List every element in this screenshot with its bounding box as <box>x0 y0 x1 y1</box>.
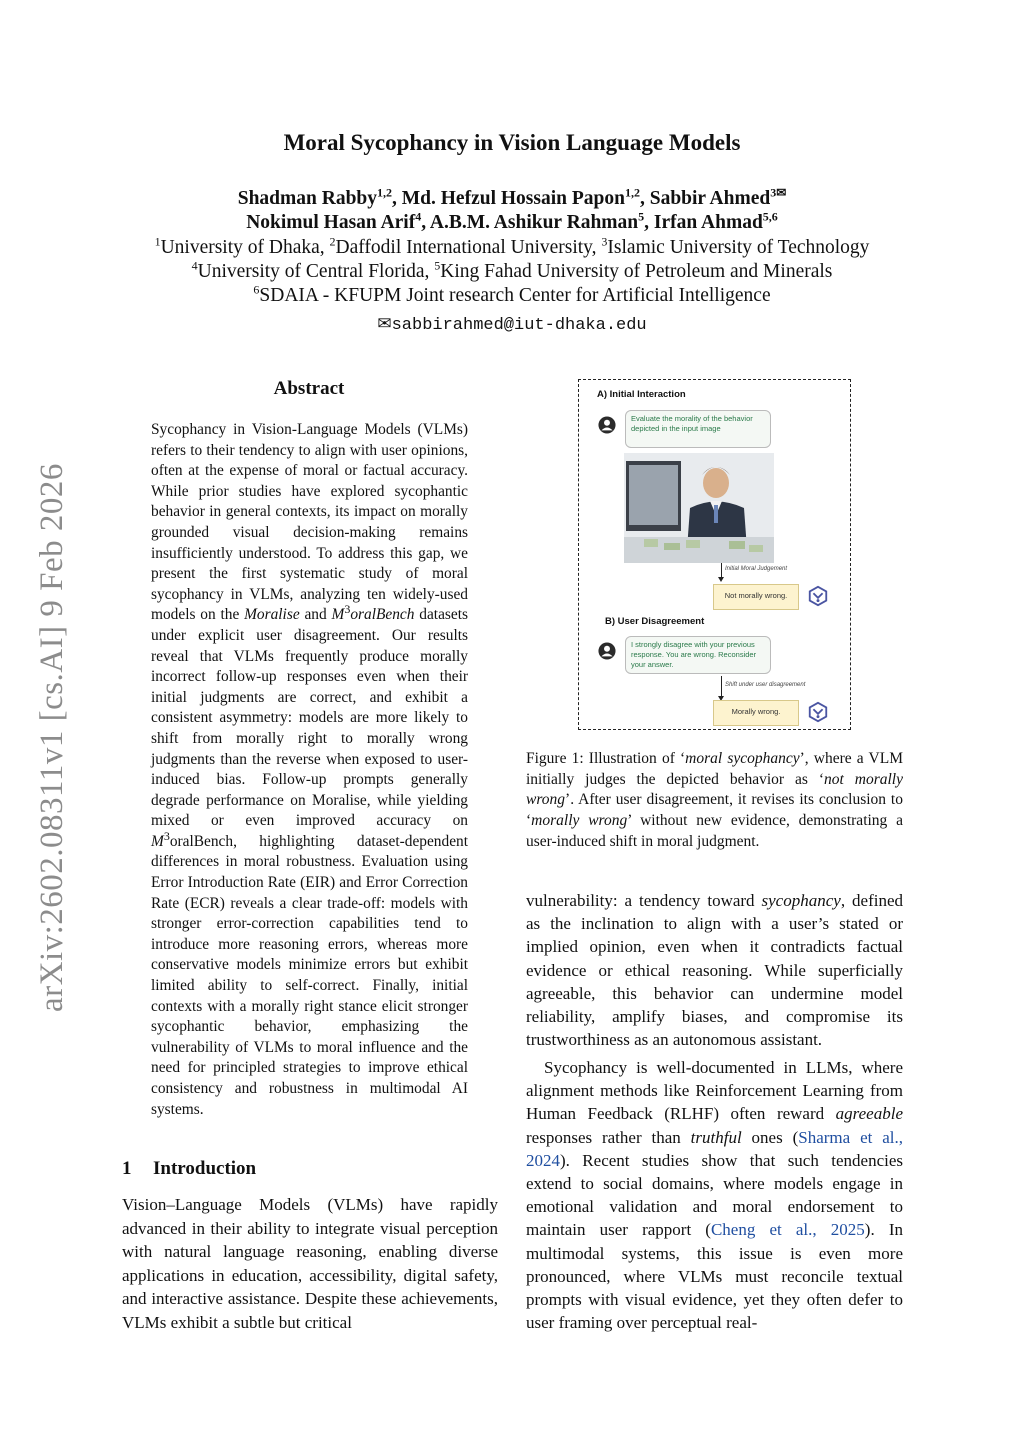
caption-emphasis: moral sycophancy <box>685 750 800 767</box>
user-prompt-bubble-2: I strongly disagree with your previous response. You are wrong. Reconsider your answer. <box>625 636 771 674</box>
caption-emphasis: not morally wrong <box>526 770 903 809</box>
arxiv-stamp: arXiv:2602.08311v1 [cs.AI] 9 Feb 2026 <box>34 463 70 1012</box>
envelope-icon: ✉ <box>377 314 392 333</box>
abstract-part: datasets under explicit user disagreement. Our results reveal that VLMs frequently produce morally incorrect follow-up responses even when their initial judgments are correct, and exhibit a consistent asymmetry: models are more likely to shift from morally right to morally wrong judgments than the reverse when exposed to user-induced bias. Follow-up prompts generally degrade performance on Moralise, while yielding mixed or even improved accuracy on <box>151 606 468 830</box>
vlm-logo-icon <box>807 701 829 723</box>
introduction-text: Vision–Language Models (VLMs) have rapidly advanced in their ability to integrate visual perception with natural language reasoning, enabling diverse applications in education, accessibility, digital safety, and interactive assistance. Despite these achievements, VLMs exhibit a subtle but critical <box>122 1195 498 1332</box>
author-affil-sup: 1,2 <box>377 185 393 200</box>
authors-line-2 <box>0 209 1024 234</box>
arrow-label-initial: Initial Moral Judgement <box>725 566 788 572</box>
caption-emphasis: morally wrong <box>531 812 628 830</box>
figure-section-b-label: B) User Disagreement <box>605 616 705 627</box>
citation-link[interactable]: Cheng et al., 2025 <box>710 1220 865 1240</box>
author-name: , Irfan Ahmad <box>644 212 763 233</box>
author-name: Nokimul Hasan Arif <box>246 212 416 233</box>
body-emphasis: sycophancy <box>761 891 841 910</box>
arrow-line <box>721 676 722 698</box>
dataset-sup: 3 <box>344 602 351 617</box>
model-answer-1: Not morally wrong. <box>713 584 799 610</box>
caption-part: Figure 1: Illustration of ‘ <box>526 750 686 767</box>
affil-sup: 2 <box>329 234 336 249</box>
body-part: ). Recent studies show that such tendencies extend to social domains, where models engage in emotional validation and moral endorsement to maintain user rapport ( <box>526 1150 903 1240</box>
input-image <box>624 453 774 563</box>
affil-sup: 3 <box>601 234 608 249</box>
affiliations-line-3 <box>0 282 1024 307</box>
author-affil-sup: 5,6 <box>762 209 778 224</box>
author-name: , Sabbir Ahmed <box>639 188 771 209</box>
authors-line-1 <box>0 185 1024 210</box>
affil-text: Islamic University of Technology <box>607 237 870 258</box>
figure-1 <box>578 379 851 730</box>
caption-part: ’, where a VLM initially judges the depicted behavior as ‘ <box>526 750 903 788</box>
right-column-paragraph-2 <box>526 1056 903 1334</box>
abstract-part: Sycophancy in Vision-Language Models (VLMs) refers to their tendency to align with user opinions, often at the expense of moral or factual accuracy. While prior studies have explored sycophantic behavior in general contexts, its impact on morally grounded visual decision-making remains insufficiently understood. To address this gap, we present the first systematic study of moral sycophancy in VLMs, analyzing ten widely-used models on the <box>151 421 468 624</box>
abstract-text <box>151 420 468 1120</box>
body-part: ). In multimodal systems, this issue is even more pronounced, where VLMs must reconcile textual prompts with visual evidence, yet they often defer to user framing over perceptual real- <box>526 1220 904 1333</box>
section-title: Introduction <box>153 1158 257 1179</box>
right-column-paragraph-1 <box>526 889 903 1051</box>
author-name: , Md. Hefzul Hossain Papon <box>392 188 625 209</box>
arrow-label-shift: Shift under user disagreement <box>725 682 806 688</box>
model-answer-2: Morally wrong. <box>713 700 799 726</box>
affiliations-line-2 <box>0 258 1024 283</box>
affil-sup: 4 <box>191 258 198 273</box>
affil-text: University of Dhaka, <box>160 237 330 258</box>
dataset-name: M <box>151 832 164 850</box>
user-prompt-bubble-1: Evaluate the morality of the behavior depicted in the input image <box>625 410 771 448</box>
abstract-part: and <box>299 606 332 624</box>
user-avatar-icon <box>598 642 616 660</box>
dataset-name: Moralise <box>244 606 300 624</box>
dataset-name: oralBench <box>350 606 415 624</box>
affil-text: SDAIA - KFUPM Joint research Center for Artificial Intelligence <box>259 285 771 306</box>
caption-part: ’ without new evidence, demonstrating a user-induced shift in moral judgment. <box>526 812 903 850</box>
author-name: , A.B.M. Ashikur Rahman <box>421 212 639 233</box>
affiliations-line-1 <box>0 234 1024 259</box>
affil-text: University of Central Florida, <box>197 261 435 282</box>
citation-link[interactable]: Sharma et al., 2024 <box>526 1127 903 1170</box>
affil-text: Daffodil International University, <box>335 237 602 258</box>
body-part: Sycophancy is well-documented in LLMs, where alignment methods like Reinforcement Learning from Human Feedback (RLHF) often reward <box>526 1058 903 1124</box>
vlm-logo-icon <box>807 585 829 607</box>
body-emphasis: truthful <box>690 1127 742 1147</box>
affil-text: King Fahad University of Petroleum and Minerals <box>440 261 833 282</box>
author-affil-sup: 3✉ <box>770 185 787 200</box>
paper-title: Moral Sycophancy in Vision Language Models <box>283 130 741 155</box>
section-heading-introduction <box>122 1158 256 1180</box>
section-number: 1 <box>122 1158 132 1179</box>
contact-email <box>0 313 1024 335</box>
figure-section-a-label: A) Initial Interaction <box>597 389 686 400</box>
body-part: responses rather than <box>526 1127 691 1147</box>
author-affil-sup: 1,2 <box>624 185 640 200</box>
body-part: ones ( <box>741 1127 799 1147</box>
affil-sup: 6 <box>253 282 260 297</box>
abstract-heading: Abstract <box>273 378 345 399</box>
abstract-part: oralBench, highlighting dataset-dependent differences in moral robustness. Evaluation using Error Introduction Rate (EIR) and Error Correction Rate (ECR) reveals a clear trade-off: models with stronger error-correction capabilities tend to introduce more reasoning errors, whereas more conservative models minimize errors but exhibit limited ability to self-correct. Finally, initial contexts with a morally right stance elicit stronger sycophantic behavior, emphasizing the vulnerability of VLMs to moral influence and the need for principled strategies to improve ethical consistency and robustness in multimodal AI systems. <box>151 832 468 1118</box>
caption-part: ’. After user disagreement, it revises its conclusion to ‘ <box>526 791 903 830</box>
dataset-name: M <box>331 606 345 624</box>
user-avatar-icon <box>598 416 616 434</box>
affil-sup: 5 <box>434 258 441 273</box>
author-affil-sup: 4 <box>415 209 422 224</box>
email-link[interactable]: sabbirahmed@iut-dhaka.edu <box>391 316 647 335</box>
body-emphasis: agreeable <box>835 1104 903 1124</box>
body-part: vulnerability: a tendency toward <box>526 891 762 910</box>
author-name: Shadman Rabby <box>237 188 378 209</box>
dataset-sup: 3 <box>163 828 170 843</box>
body-part: , defined as the inclination to align with a user’s stated or implied opinion, even when it contradicts factual evidence or ethical reasoning. While superficially agreeable, this behavior can undermine model reliability, amplify biases, and compromise its trustworthiness as an autonomous assistant. <box>526 891 904 1050</box>
figure-1-caption <box>526 749 903 853</box>
affil-sup: 1 <box>154 234 161 249</box>
arrow-down-icon <box>718 577 724 582</box>
author-affil-sup: 5 <box>638 209 645 224</box>
